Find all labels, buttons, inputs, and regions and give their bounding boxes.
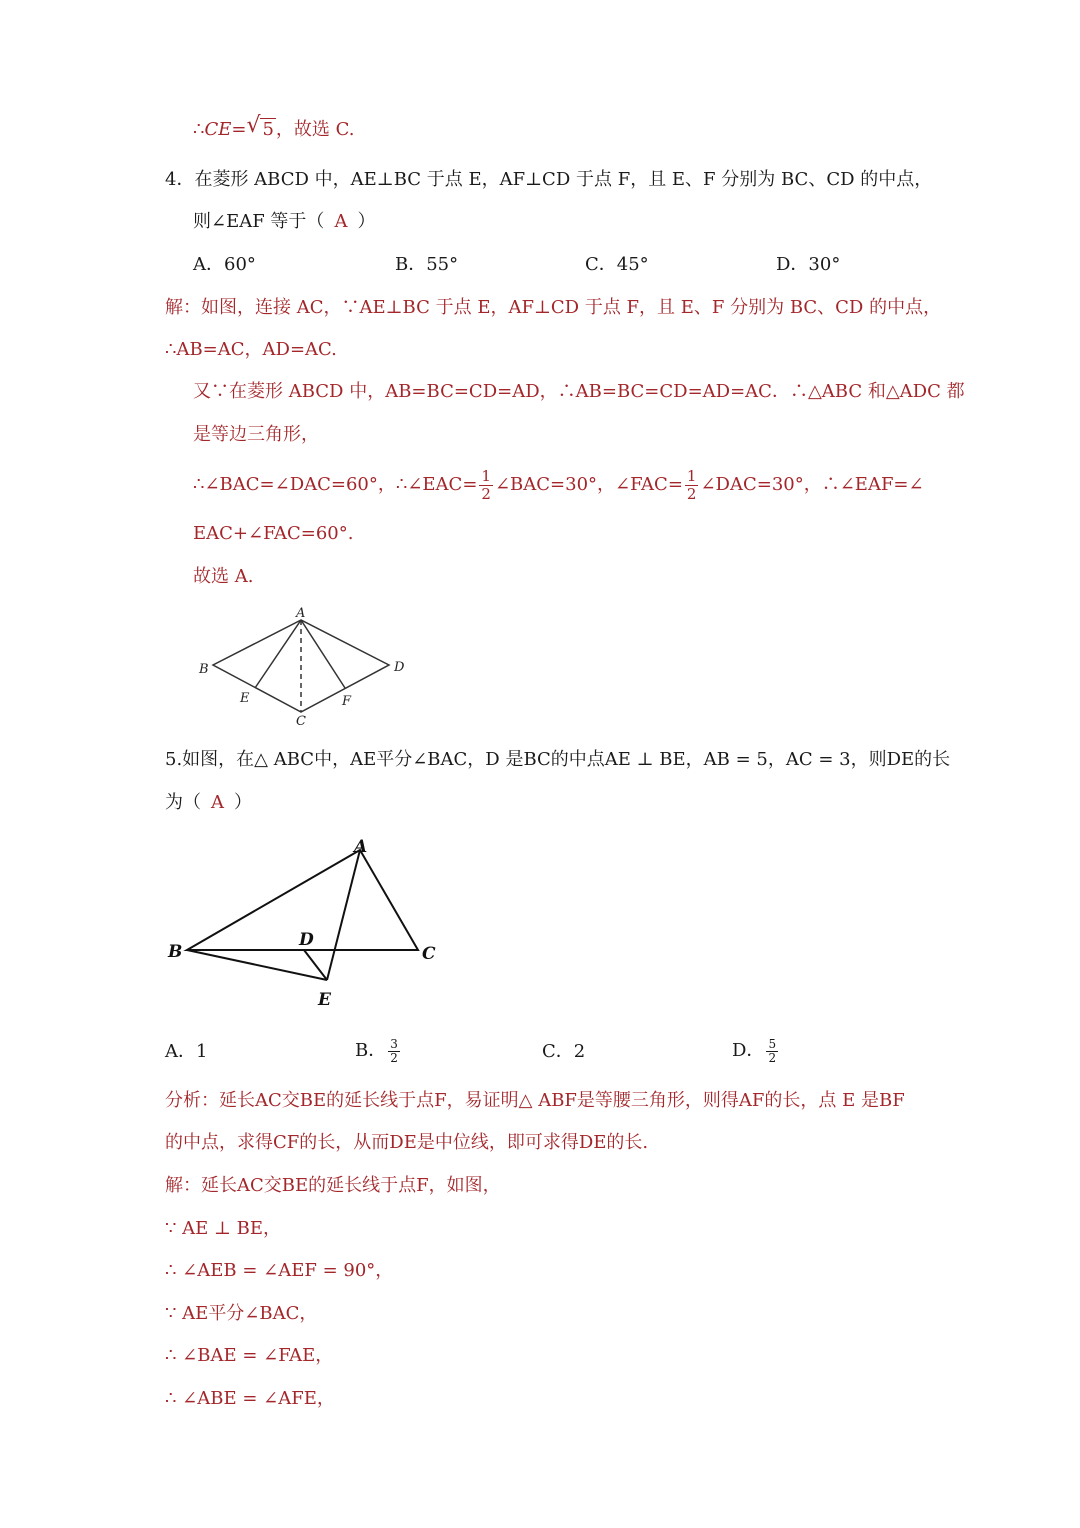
segment-ae [255,620,301,688]
label-a: A [354,837,368,857]
fraction-denominator: 2 [686,484,697,503]
label-d: D [299,930,314,950]
q5-option-a: A．1 [165,1041,208,1062]
q4-answer: A [334,211,348,232]
q4-stem-close: ） [357,211,376,232]
q5-stem-close: ） [234,792,252,813]
q5-option-d [732,1032,780,1070]
q4-option-b: B．55° [395,254,459,275]
q5-solution-line-2: ∵ AE ⊥ BE， [165,1218,282,1239]
half-fraction [479,468,493,503]
segment-be [187,950,327,980]
q5-option-d-fraction [766,1038,778,1065]
choose-c-text: ，故选 C. [275,119,355,140]
q4-sol5-part-c: ∠DAC=30°，∴∠EAF=∠ [700,474,924,495]
q5-solution-line-1: 解：延长AC交BE的延长线于点F，如图， [165,1175,501,1196]
q4-solution-line-2: ∴AB=AC，AD=AC. [165,339,337,360]
q5-solution-line-4: ∵ AE平分∠BAC， [165,1303,318,1324]
q4-solution-line-4: 是等边三角形， [193,424,319,445]
label-e: E [240,691,250,706]
q5-answer: A [211,792,224,813]
ce-label: CE [204,119,232,140]
q5-option-b [355,1032,402,1070]
fraction-numerator: 3 [390,1036,398,1051]
q5-option-b-prefix: B． [355,1040,387,1061]
q5-analysis-line-2: 的中点，求得CF的长，从而DE是中位线，即可求得DE的长. [165,1132,649,1153]
label-a: A [296,606,306,621]
fraction-denominator: 2 [481,484,491,503]
q4-stem-line-1: 4．在菱形 ABCD 中，AE⊥BC 于点 E，AF⊥CD 于点 F，且 E、F 分别为 BC、CD 的中点， [165,169,933,190]
fraction-numerator: 1 [686,466,697,485]
q4-solution-line-6: EAC+∠FAC=60°. [193,523,354,544]
q4-solution-line-5 [193,466,924,504]
q5-option-d-prefix: D． [732,1040,765,1061]
q5-stem-line-1: 5.如图，在△ ABC中，AE平分∠BAC，D 是BC的中点AE ⊥ BE，AB = 5，AC = 3，则DE的长 [165,749,951,770]
q5-solution-line-3: ∴ ∠AEB = ∠AEF = 90°， [165,1260,394,1281]
radicand: 5 [262,119,274,140]
label-e: E [318,990,331,1010]
label-d: D [394,660,405,675]
q5-analysis-line-1: 分析：延长AC交BE的延长线于点F，易证明△ ABF是等腰三角形，则得AF的长，点 E 是BF [165,1090,905,1111]
q5-solution-line-6: ∴ ∠ABE = ∠AFE， [165,1388,335,1409]
q4-sol5-part-b: ∠BAC=30°，∠FAC= [494,474,683,495]
q5-option-c: C．2 [542,1041,586,1062]
q5-stem-text: 为（ [165,792,201,813]
fraction-denominator: 2 [768,1050,777,1065]
label-c: C [296,714,306,729]
fraction-numerator: 5 [768,1036,777,1051]
rhombus-figure [190,605,420,730]
q4-solution-line-3: 又∵在菱形 ABCD 中，AB=BC=CD=AD，∴AB=BC=CD=AD=AC．∴△ABC 和△ADC 都 [193,381,965,402]
q5-stem-line-2 [165,791,252,815]
previous-answer-line [193,118,355,142]
q4-solution-line-7: 故选 A. [193,566,254,587]
sqrt-five [246,118,275,142]
therefore-symbol: ∴ [193,119,205,140]
q4-sol5-part-a: ∴∠BAC=∠DAC=60°，∴∠EAC= [193,474,478,495]
label-c: C [422,944,436,964]
equals-sign: = [231,119,247,140]
segment-ae [327,850,360,980]
half-fraction [685,468,699,503]
q4-option-c: C．45° [585,254,649,275]
label-f: F [342,694,352,709]
segment-af [301,620,345,688]
q4-option-d: D．30° [776,254,841,275]
label-b: B [168,942,183,962]
fraction-numerator: 1 [481,466,491,485]
q5-option-b-fraction [388,1038,400,1065]
label-b: B [199,662,209,677]
q4-option-a: A．60° [193,254,256,275]
q5-solution-line-5: ∴ ∠BAE = ∠FAE， [165,1345,334,1366]
q4-stem-line-2 [193,210,375,234]
fraction-denominator: 2 [390,1050,398,1065]
triangle-figure [160,830,450,1010]
q4-stem-text: 则∠EAF 等于（ [193,211,325,232]
q4-solution-line-1: 解：如图，连接 AC，∵AE⊥BC 于点 E，AF⊥CD 于点 F，且 E、F 分别为 BC、CD 的中点， [165,297,942,318]
